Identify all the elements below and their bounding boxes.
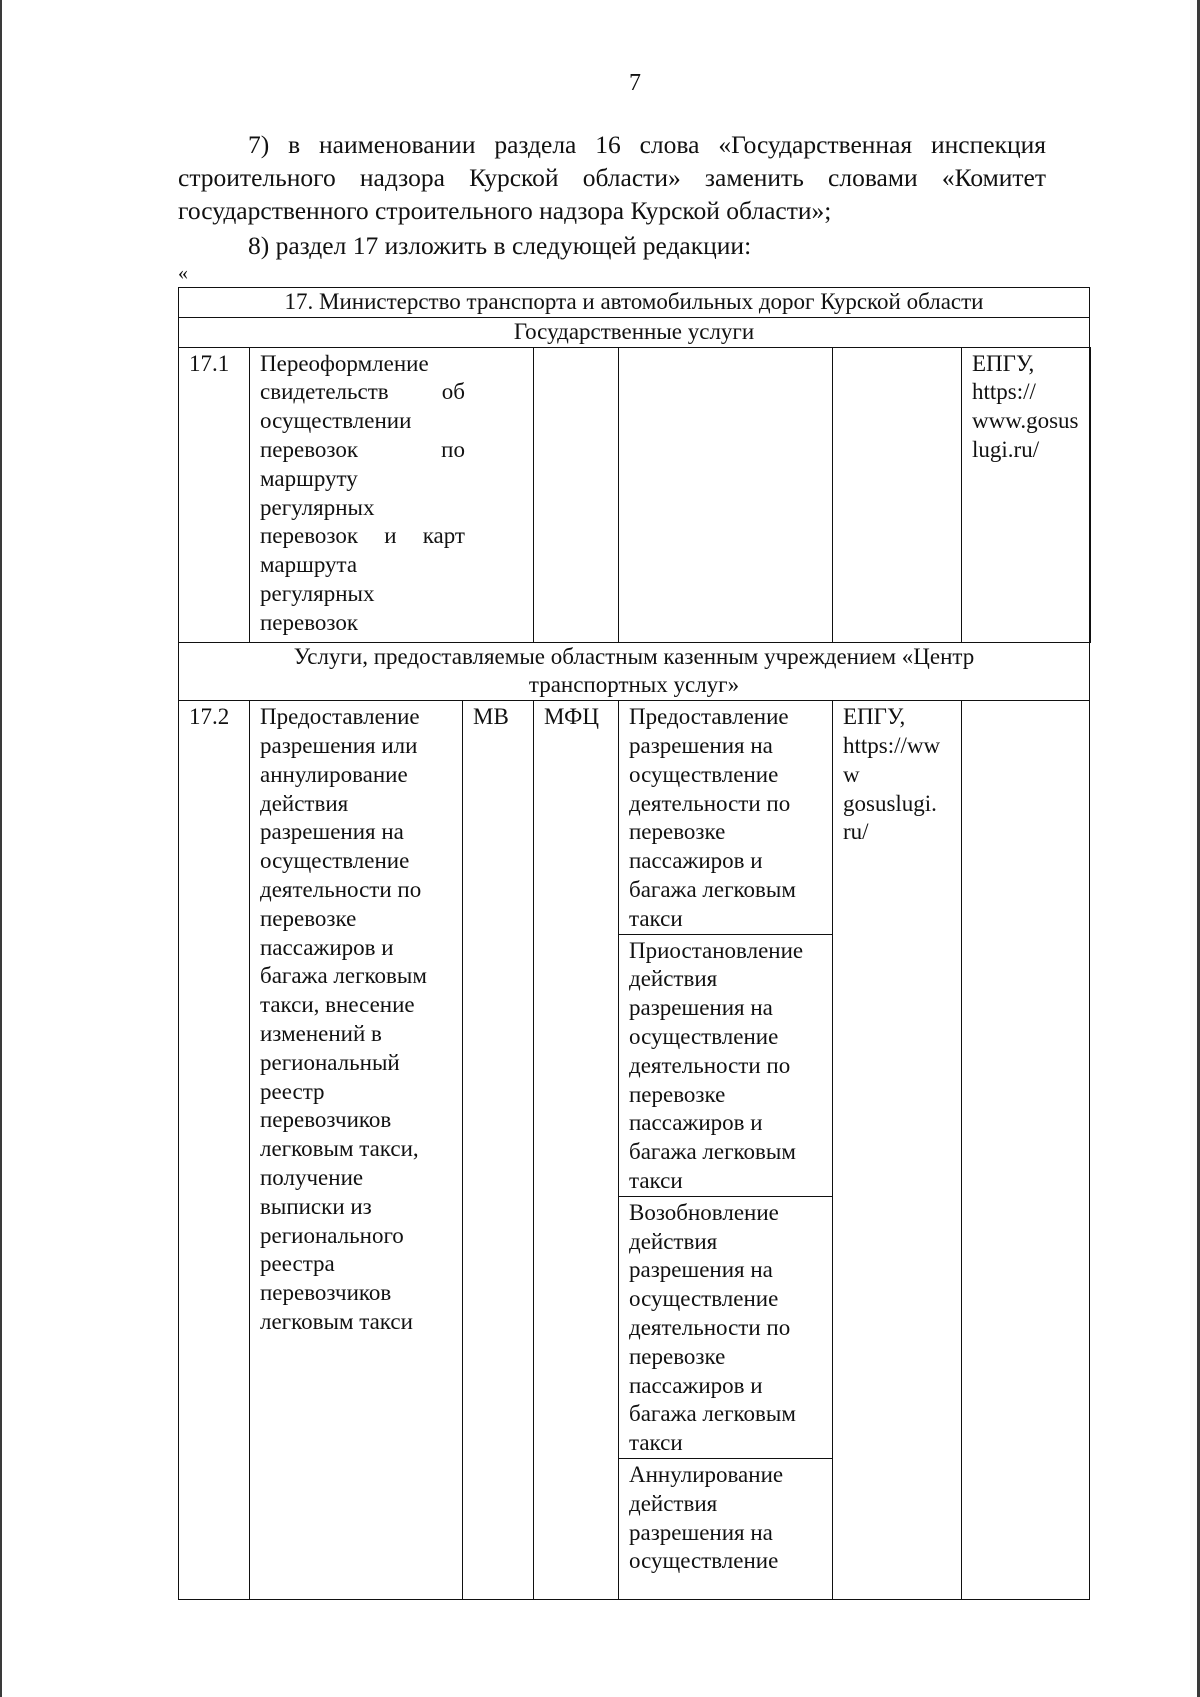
text-line: пассажиров и <box>629 1372 763 1398</box>
channel-cell: МФЦ <box>534 701 619 1600</box>
text-line: действия <box>629 1490 718 1516</box>
text-line: https:// <box>972 379 1036 405</box>
text-line: действия <box>629 1228 718 1254</box>
text-line: перевозчиков <box>260 1107 392 1133</box>
table-row <box>179 701 1091 1600</box>
text-line: багажа легковым <box>629 1401 796 1427</box>
form-cell: МВ <box>463 701 534 1600</box>
empty-cell <box>534 347 619 642</box>
text-line: перевозчиков <box>260 1280 392 1306</box>
text-line: регулярных <box>260 580 375 606</box>
text-line: перевозке <box>629 1343 726 1369</box>
text-line: деятельности по <box>629 1314 791 1340</box>
text-line: перевозок и карт <box>260 523 465 549</box>
text-line: деятельности по <box>260 876 422 902</box>
text-line: пассажиров и <box>629 848 763 874</box>
text-line: w <box>843 761 860 787</box>
row-number: 17.2 <box>179 701 250 1600</box>
empty-cell <box>619 347 833 642</box>
portal-cell <box>833 701 962 1600</box>
section-title: 17. Министерство транспорта и автомобильных дорог Курской области <box>179 288 1090 318</box>
row-number: 17.1 <box>179 347 250 642</box>
text-line: разрешения или <box>260 732 418 758</box>
text-line: перевозке <box>629 1081 726 1107</box>
text-line: легковым такси, <box>260 1136 419 1162</box>
text-line: маршруту <box>260 465 358 491</box>
text-line: действия <box>260 790 349 816</box>
text-line: изменений в <box>260 1020 382 1046</box>
text-line: легковым такси <box>260 1308 413 1334</box>
text-line: Возобновление <box>629 1199 779 1225</box>
text-line: осуществление <box>629 1548 779 1574</box>
scan-border-left <box>0 0 2 1697</box>
text-line: ЕПГУ, <box>843 704 906 730</box>
text-line: регулярных <box>260 494 375 520</box>
text-line: багажа легковым <box>629 1139 796 1165</box>
text-line: пассажиров и <box>629 1110 763 1136</box>
portal-cell <box>962 347 1090 642</box>
text-line: www.gosus <box>972 408 1079 434</box>
text-line: получение <box>260 1164 364 1190</box>
text-line: перевозок <box>260 609 359 635</box>
opening-quote: « <box>178 262 188 284</box>
text-line: разрешения на <box>629 732 773 758</box>
text-line: реестра <box>260 1251 335 1277</box>
text-line: региональный <box>260 1049 400 1075</box>
text-line: осуществлении <box>260 408 412 434</box>
text-line: Предоставление <box>629 704 789 730</box>
text-line: https://ww <box>843 732 941 758</box>
text-line: осуществление <box>629 1286 779 1312</box>
page-number: 7 <box>629 70 641 96</box>
text-line: такси <box>629 1167 683 1193</box>
text-line: осуществление <box>260 848 410 874</box>
text-line: Аннулирование <box>629 1461 784 1487</box>
text-line: транспортных услуг» <box>528 672 740 698</box>
group-title-center <box>179 642 1090 701</box>
empty-cell <box>1090 347 1091 642</box>
text-line: разрешения на <box>629 1257 773 1283</box>
text-line: аннулирование <box>260 761 408 787</box>
empty-cell <box>962 701 1090 1600</box>
table-row <box>179 347 1091 642</box>
text-line: ЕПГУ, <box>972 350 1035 376</box>
text-line: действия <box>629 966 718 992</box>
group-title-state-services: Государственные услуги <box>179 317 1090 347</box>
text-line: свидетельств об <box>260 379 465 405</box>
text-line: такси <box>629 905 683 931</box>
text-line: деятельности по <box>629 790 791 816</box>
text-line: пассажиров и <box>260 934 394 960</box>
text-line: такси <box>629 1430 683 1456</box>
text-line: багажа легковым <box>260 963 427 989</box>
text-line: Услуги, предоставляемые областным казенным учреждением «Центр <box>293 643 975 669</box>
text-line: осуществление <box>629 761 779 787</box>
text-line: осуществление <box>629 1023 779 1049</box>
service-name <box>250 701 463 1600</box>
text-line: такси, внесение <box>260 992 415 1018</box>
text-line: Переоформление <box>260 350 429 376</box>
text-line: разрешения на <box>629 995 773 1021</box>
text-line: деятельности по <box>629 1052 791 1078</box>
text-line: регионального <box>260 1222 404 1248</box>
results-cell <box>619 701 833 1600</box>
text-line: разрешения на <box>260 819 404 845</box>
text-line: багажа легковым <box>629 876 796 902</box>
text-line: перевозке <box>629 819 726 845</box>
text-line: реестр <box>260 1078 325 1104</box>
text-line: lugi.ru/ <box>972 436 1040 462</box>
empty-cell <box>833 347 962 642</box>
text-line: перевозке <box>260 905 357 931</box>
result-item <box>619 701 832 934</box>
service-name <box>250 347 534 642</box>
text-line: Предоставление <box>260 704 420 730</box>
result-item <box>619 1197 832 1459</box>
result-item <box>619 1459 832 1576</box>
text-line: ru/ <box>843 819 869 845</box>
result-item <box>619 935 832 1197</box>
text-line: перевозок по <box>260 436 465 462</box>
amendment-paragraph-7: 7) в наименовании раздела 16 слова «Государственная инспекция строительного надзора Курской области» заменить словами «Комитет государственного строительного надзора Курской области»; <box>178 130 1046 225</box>
text-line: выписки из <box>260 1193 372 1219</box>
services-table <box>178 287 1091 1600</box>
text-line: маршрута <box>260 552 358 578</box>
text-line: разрешения на <box>629 1519 773 1545</box>
amendment-paragraph-8: 8) раздел 17 изложить в следующей редакции: <box>248 231 752 260</box>
text-line: Приостановление <box>629 937 804 963</box>
text-line: gosuslugi. <box>843 790 937 816</box>
